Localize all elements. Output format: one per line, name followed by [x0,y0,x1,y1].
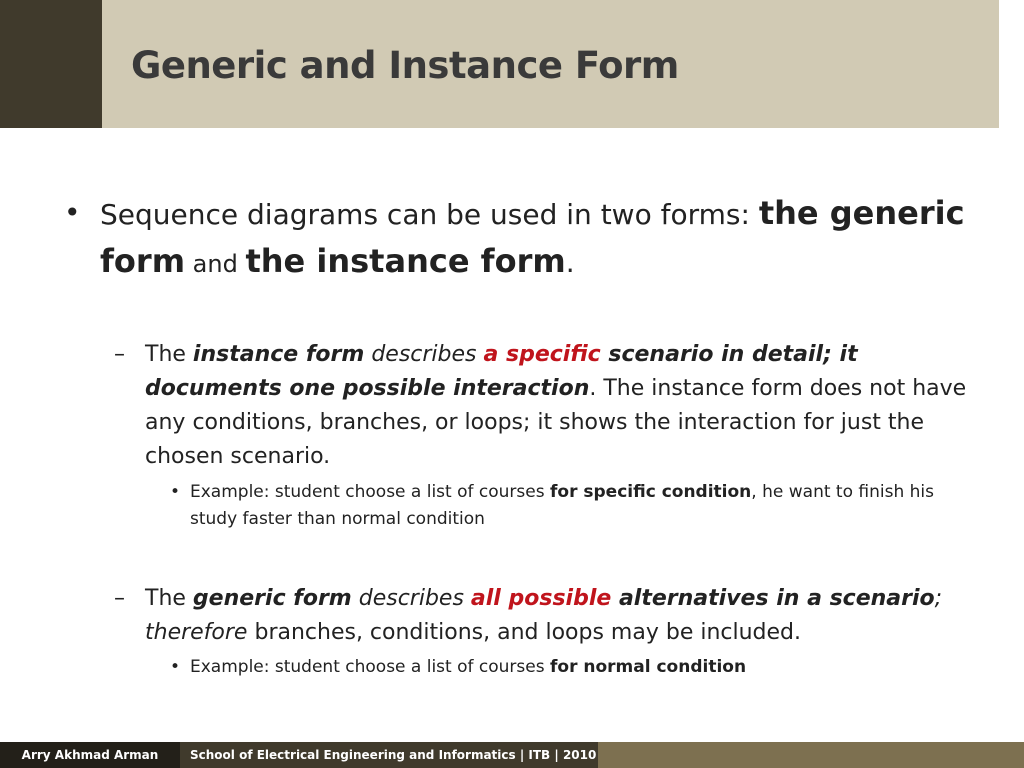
generic-form-description [145,582,985,650]
sub-bullet-marker: • [170,482,181,502]
the-text: The [145,342,193,367]
generic-form-term: generic form [192,586,352,611]
instance-form-term: the instance form [245,242,566,280]
alternatives-emphasis: alternatives in a scenario [611,586,935,611]
all-possible-emphasis: all possible [470,586,612,611]
slide-title: Generic and Instance Form [131,44,679,87]
bullet-marker: • [64,196,81,229]
instance-example [190,479,950,533]
instance-form-term: instance form [192,342,365,367]
bullet-forms-overview [100,190,980,287]
instance-rest-text: . The instance form does not have any conditions, branches, or loops; it shows the interaction for just the chosen scenario. [145,376,967,469]
therefore-text: therefore [145,620,248,645]
and-text: and [185,250,246,278]
example-bold-text: for normal condition [550,657,747,677]
a-specific-emphasis: a specific [483,342,601,367]
footer-school: School of Electrical Engineering and Informatics | ITB | 2010 [180,742,598,768]
semicolon-text: ; [934,586,943,611]
example-bold-text: for specific condition [550,482,752,502]
dash-marker: – [114,342,125,367]
instance-form-description [145,338,985,474]
generic-example [190,654,950,681]
describes-text: describes [351,586,471,611]
period-text: . [565,246,575,279]
footer-accent-bar [598,742,1024,768]
describes-text: describes [364,342,484,367]
sub-bullet-marker: • [170,657,181,677]
footer [0,742,1024,768]
generic-form-term: the generic form [100,194,965,280]
dash-marker: – [114,586,125,611]
footer-author: Arry Akhmad Arman [0,742,180,768]
example-prefix-text: Example: student choose a list of courses [190,657,550,677]
generic-rest-text: branches, conditions, and loops may be included. [247,620,802,645]
bullet-prefix-text: Sequence diagrams can be used in two forms: [100,198,759,231]
example-suffix-text: , he want to finish his study faster than normal condition [190,482,934,529]
scenario-emphasis: scenario in detail; it documents one possible interaction [145,342,858,401]
the-text: The [145,586,193,611]
example-prefix-text: Example: student choose a list of courses [190,482,550,502]
